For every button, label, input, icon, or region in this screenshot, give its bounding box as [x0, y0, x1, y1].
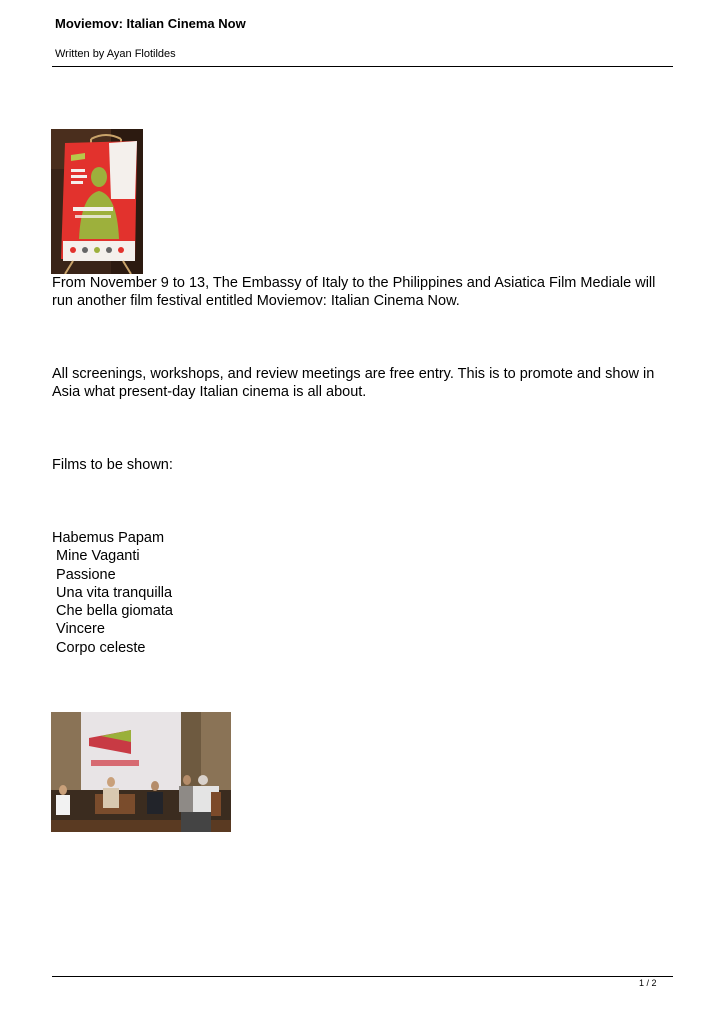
- films-heading: Films to be shown:: [52, 457, 173, 473]
- list-item: Vincere: [52, 621, 105, 638]
- page-number: 1 / 2: [639, 978, 657, 988]
- intro-paragraph: From November 9 to 13, The Embassy of Italy to the Philippines and Asiatica Film Mediale will run another film festival entitled Moviemov: Italian Cinema Now.: [52, 275, 656, 309]
- list-item: Passione: [52, 566, 116, 583]
- festival-poster-photo: [51, 129, 143, 274]
- byline: Written by Ayan Flotildes: [55, 48, 176, 60]
- list-item: Corpo celeste: [52, 639, 146, 656]
- footer-divider: [52, 976, 673, 977]
- page-title: Moviemov: Italian Cinema Now: [55, 16, 246, 31]
- list-item: Che bella giomata: [52, 603, 173, 620]
- header-divider: [52, 66, 673, 67]
- list-item: Mine Vaganti: [52, 548, 140, 565]
- list-item: Una vita tranquilla: [52, 584, 173, 601]
- list-item: Habemus Papam: [52, 530, 165, 546]
- free-entry-paragraph: All screenings, workshops, and review meetings are free entry. This is to promote and show in Asia what present-day Italian cinema is all about.: [52, 366, 655, 400]
- panel-discussion-photo: [51, 712, 231, 832]
- film-list: [52, 529, 452, 657]
